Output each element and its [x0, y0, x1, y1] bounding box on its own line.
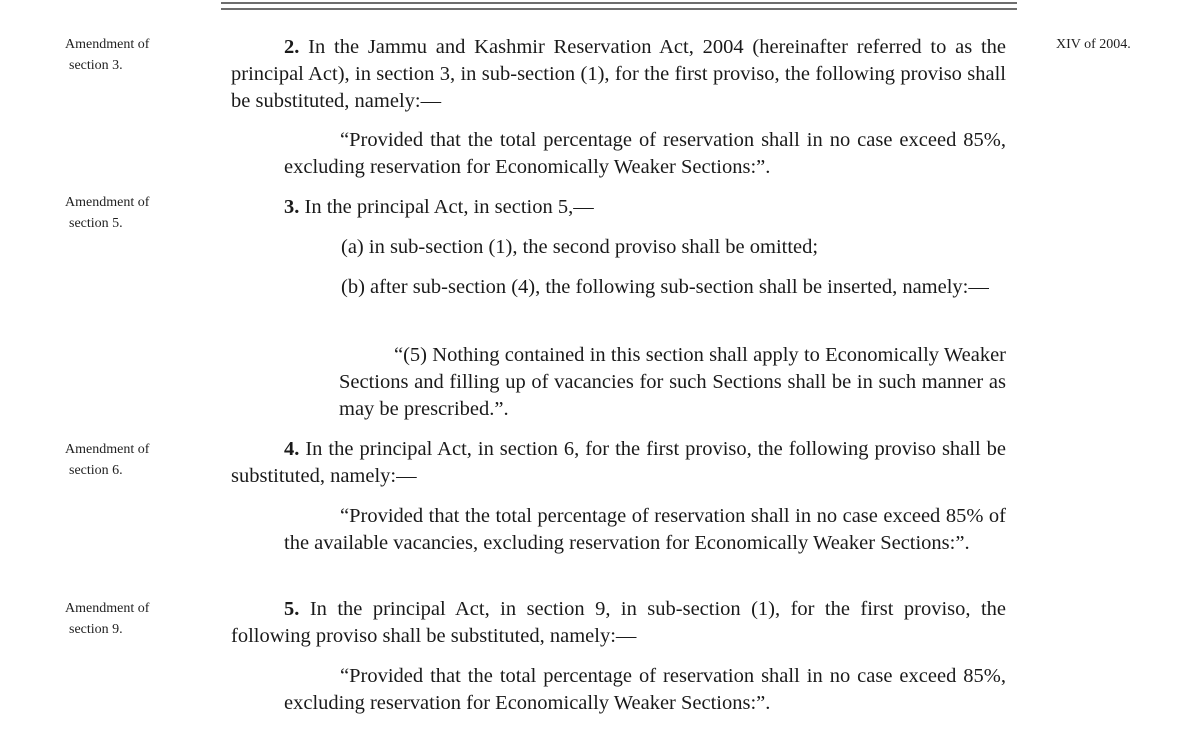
- proviso-text: “Provided that the total percentage of reservation shall in no case exceed 85%, excluding reservation for Economically Weaker Sections:”.: [284, 665, 1006, 714]
- section-number: 5.: [284, 598, 300, 620]
- section-number: 4.: [284, 438, 300, 460]
- section-number: 3.: [284, 196, 300, 218]
- margin-note-section-5: [65, 192, 215, 234]
- proviso-text: “Provided that the total percentage of reservation shall in no case exceed 85%, excluding reservation for Economically Weaker Sections:”.: [284, 129, 1006, 178]
- margin-note-line: section 6.: [69, 463, 123, 478]
- margin-note-line: Amendment of: [65, 195, 150, 210]
- margin-note-line: section 5.: [69, 216, 123, 231]
- margin-note-line: Amendment of: [65, 37, 150, 52]
- margin-note-line: Amendment of: [65, 442, 150, 457]
- inserted-subsection-text: “(5) Nothing contained in this section shall apply to Economically Weaker Sections and filling up of vacancies for such Sections shall be in such manner as may be prescribed.”.: [339, 344, 1006, 420]
- section-3-clause-a: [231, 234, 1006, 261]
- header-rule-top: [221, 2, 1017, 4]
- section-5-paragraph: [231, 596, 1006, 650]
- section-text: In the principal Act, in section 5,—: [299, 196, 594, 218]
- section-4-paragraph: [231, 436, 1006, 490]
- act-reference-note: XIV of 2004.: [1056, 37, 1131, 52]
- section-5-proviso: [231, 663, 1006, 717]
- section-number: 2.: [284, 36, 300, 58]
- margin-note-line: section 9.: [69, 622, 123, 637]
- section-3-clause-b: [231, 274, 1006, 301]
- section-3-paragraph: [231, 194, 1006, 221]
- section-text: In the principal Act, in section 9, in sub-section (1), for the first proviso, the following proviso shall be substituted, namely:—: [231, 598, 1006, 647]
- margin-note-section-9: [65, 598, 215, 640]
- section-text: In the Jammu and Kashmir Reservation Act, 2004 (hereinafter referred to as the principal Act), in section 3, in sub-section (1), for the first proviso, the following proviso shall be substituted, namely:—: [231, 36, 1006, 112]
- section-3-inserted-subsection: [231, 342, 1006, 423]
- margin-note-line: section 3.: [69, 58, 123, 73]
- section-4-proviso: [231, 503, 1006, 557]
- section-2-paragraph: [231, 34, 1006, 115]
- proviso-text: “Provided that the total percentage of reservation shall in no case exceed 85% of the available vacancies, excluding reservation for Economically Weaker Sections:”.: [284, 505, 1006, 554]
- margin-note-line: Amendment of: [65, 601, 150, 616]
- section-2-proviso: [231, 127, 1006, 181]
- header-rule-bottom: [221, 8, 1017, 10]
- margin-note-section-6: [65, 439, 215, 481]
- margin-note-section-3: [65, 34, 215, 76]
- clause-text: (b) after sub-section (4), the following sub-section shall be inserted, namely:—: [341, 276, 989, 298]
- section-text: In the principal Act, in section 6, for the first proviso, the following proviso shall be substituted, namely:—: [231, 438, 1006, 487]
- clause-text: (a) in sub-section (1), the second proviso shall be omitted;: [341, 236, 819, 258]
